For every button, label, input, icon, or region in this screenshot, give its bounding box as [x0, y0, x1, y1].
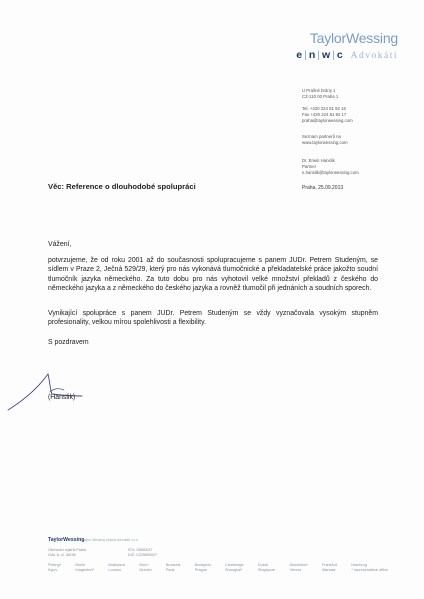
- letterhead-logo: [296, 30, 398, 61]
- office-city: Singapore: [257, 568, 276, 573]
- office-city: Bratislava: [108, 563, 126, 567]
- greeting-text: Vážení,: [48, 241, 72, 248]
- office-column: [225, 563, 244, 573]
- office-city: Peking*: [48, 563, 62, 567]
- office-city: * representative office: [351, 568, 388, 573]
- address-street: U Prašné brány 1: [302, 88, 336, 93]
- paragraph-2: [48, 309, 378, 328]
- office-column: [258, 563, 275, 573]
- office-city: Kyjev: [48, 568, 58, 573]
- footer-register-line: Obchodní rejstřík Praha: [48, 548, 86, 552]
- office-column: [48, 563, 61, 573]
- office-city: Prague: [194, 568, 207, 573]
- office-city: Cambridge: [225, 563, 244, 567]
- office-locations: [48, 563, 388, 573]
- office-city: Shanghai*: [225, 568, 243, 573]
- footer-register: [48, 548, 86, 558]
- enwc-letter-w: w: [321, 49, 332, 61]
- footer-firm-name: Taylor Wessing e|n|w|c advokáti v.o.s.: [82, 538, 139, 542]
- office-column: [322, 563, 337, 573]
- footer-dic: DIČ: CZ25690027: [128, 553, 157, 557]
- enwc-separator: |: [304, 49, 308, 61]
- office-address: [302, 88, 338, 100]
- paragraph-2-text: Vynikající spolupráce s panem JUDr. Petrem Studeným se vždy vyznačovala vysokým stupněm profesionality, velkou mírou spolehlivosti a flexibility.: [48, 310, 378, 327]
- office-email: praha@taylorwessing.com: [302, 118, 353, 123]
- enwc-letter-c: c: [336, 49, 344, 61]
- office-city: Paris: [165, 568, 175, 573]
- footer-ico: IČO: 25690027: [128, 548, 153, 552]
- office-city: Budapest: [194, 563, 211, 567]
- office-city: Munich: [139, 568, 152, 573]
- closing: [48, 338, 378, 347]
- office-city: Warsaw: [321, 568, 336, 573]
- sender-block: [302, 158, 359, 176]
- office-fax: Fax +420 224 81 92 17: [302, 112, 347, 117]
- sender-name: Dr. Erwin Hanslik: [302, 158, 335, 163]
- paragraph-1-text: potvrzujeme, že od roku 2001 až do současnosti spolupracujeme s panem JUDr. Petrem Studeným, se sídlem v Praze 2, Ječná 529/29, který pro nás vykonává tlumočnické a překladatelské práce jakožto soudní tlumočník jazyka německého. Za tuto dobu pro nás vyhotovil velké množství překladů z českého do německého jazyka a z německého do českého jazyka a rovněž tlumočil při jednáních a soudních sporech.: [48, 257, 378, 293]
- partners-note: [302, 134, 348, 146]
- office-city: London: [108, 568, 122, 573]
- letter-date: Praha, 25.09.2013: [302, 185, 344, 191]
- handwritten-signature: [6, 366, 86, 414]
- enwc-logo: [296, 49, 398, 61]
- enwc-separator: |: [317, 49, 321, 61]
- office-city: Dubai: [257, 563, 268, 567]
- office-contacts: [302, 106, 353, 124]
- footer-register-line: Odd. A, vl. 38196: [48, 553, 76, 557]
- enwc-letter-e: e: [296, 49, 304, 61]
- office-city: Klagenfurt*: [75, 568, 95, 573]
- office-city: Brno*: [139, 563, 149, 567]
- sender-title: Partner: [302, 164, 317, 169]
- paragraph-1: [48, 256, 378, 294]
- office-column: [75, 563, 94, 573]
- sender-email: e.hanslik@taylorwessing.com: [302, 170, 359, 175]
- greeting: [48, 240, 378, 249]
- partners-note-text: Seznam partnerů na: [302, 134, 341, 139]
- letter-subject: Věc: Reference o dlouhodobé spolupráci: [48, 182, 196, 191]
- office-column: [195, 563, 211, 573]
- office-column: [108, 563, 125, 573]
- signatory-name: (Hanslik): [48, 394, 76, 401]
- office-column: [139, 563, 151, 573]
- website-link[interactable]: www.taylorwessing.com: [302, 140, 348, 145]
- footer-logo: TaylorWessing: [48, 537, 85, 543]
- enwc-letter-n: n: [308, 49, 317, 61]
- office-city: Vienna: [289, 568, 302, 573]
- office-city: Frankfurt: [321, 563, 338, 567]
- address-city: CZ-110 00 Praha 1: [302, 94, 339, 99]
- advokati-label: Advokáti: [350, 51, 398, 61]
- closing-text: S pozdravem: [48, 339, 89, 346]
- footer-tax-ids: [128, 548, 157, 558]
- office-city: Düsseldorf: [289, 563, 308, 567]
- office-telephone: Tel. +420 224 81 92 16: [302, 106, 346, 111]
- enwc-separator: |: [332, 49, 336, 61]
- brand-name: TaylorWessing: [309, 30, 398, 46]
- office-column: [351, 563, 388, 573]
- office-column: [166, 563, 181, 573]
- office-city: Brussels: [165, 563, 181, 567]
- office-city: Hamburg: [351, 563, 367, 567]
- office-column: [289, 563, 307, 573]
- office-city: Berlin: [75, 563, 86, 567]
